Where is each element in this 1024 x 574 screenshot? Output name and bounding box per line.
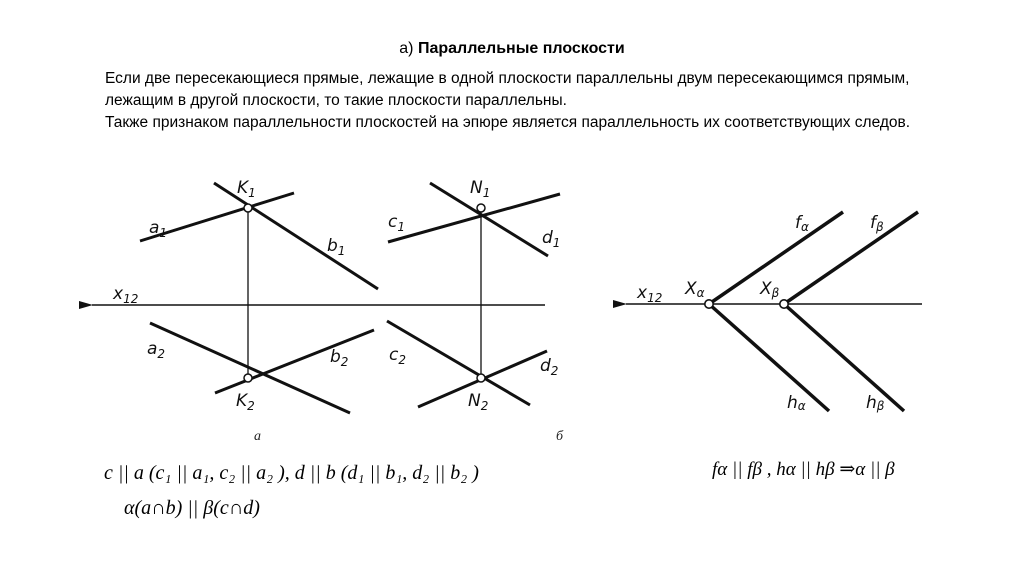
- label-x12-right: $x_{12}$: [637, 283, 663, 305]
- label-c1: $c_1$: [388, 212, 405, 234]
- label-h-alpha: hα: [787, 393, 806, 413]
- label-a2: $a_2$: [147, 339, 166, 361]
- formula-line-1: c || a (c₁ || a₁, c₂ || a₂ ), d || b (d₁ || b₁, d₂ || b₂ ): [104, 462, 479, 484]
- point-X-alpha: [705, 300, 713, 308]
- label-N2: $N_2$: [468, 391, 489, 413]
- point-X-beta: [780, 300, 788, 308]
- label-X-alpha: Xα: [685, 279, 705, 300]
- point-K2: [244, 374, 252, 382]
- label-b1: $b_1$: [327, 236, 346, 258]
- label-c2: $c_2$: [389, 345, 406, 367]
- trace-h-beta: [784, 304, 904, 411]
- formula-line-2: α(a∩b) || β(c∩d): [124, 497, 260, 519]
- label-a1: $a_1$: [149, 218, 168, 240]
- heading-title: Параллельные плоскости: [417, 40, 625, 57]
- label-b2: $b_2$: [330, 347, 349, 369]
- line-b1: [214, 183, 378, 289]
- heading-prefix: а): [399, 40, 418, 57]
- formula-right: fα || fβ , hα || hβ ⇒α || β: [712, 459, 895, 480]
- label-K2: $K_2$: [236, 391, 255, 413]
- point-N1: [477, 204, 485, 212]
- label-d2: $d_2$: [540, 356, 559, 378]
- caption-left: а: [254, 429, 261, 444]
- paragraph-2: Также признаком параллельности плоскостей на эпюре является параллельность их соответствующих следов.: [105, 114, 911, 131]
- trace-h-alpha: [709, 304, 829, 411]
- label-f-alpha: fα: [795, 213, 809, 234]
- label-d1: $d_1$: [542, 228, 561, 250]
- caption-right: б: [556, 429, 564, 444]
- label-N1: $N_1$: [470, 178, 491, 200]
- label-K1: $K_1$: [237, 178, 256, 200]
- label-X-beta: Xβ: [760, 279, 780, 300]
- paragraph-1: Если две пересекающиеся прямые, лежащие в одной плоскости параллельны двум пересекающимся прямым, лежащим в другой плоскости, то такие плоскости параллельны.: [105, 70, 910, 109]
- label-h-beta: hβ: [866, 393, 885, 413]
- label-f-beta: fβ: [870, 213, 884, 234]
- point-N2: [477, 374, 485, 382]
- label-x12-left: $x_{12}$: [113, 284, 139, 306]
- line-c2: [387, 321, 530, 405]
- point-K1: [244, 204, 252, 212]
- line-c1: [388, 194, 560, 242]
